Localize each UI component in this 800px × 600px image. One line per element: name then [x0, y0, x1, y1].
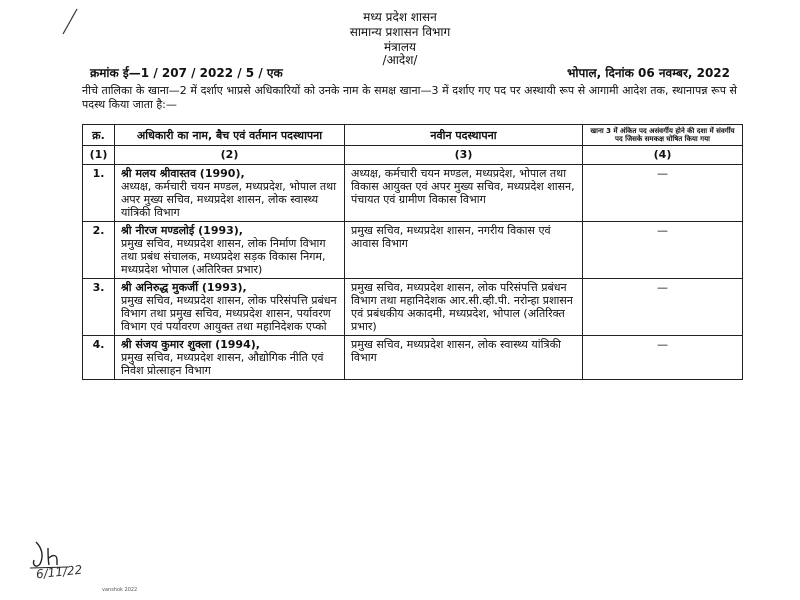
officer-cell: [115, 165, 345, 222]
new-posting: अध्यक्ष, कर्मचारी चयन मण्डल, मध्यप्रदेश, भोपाल तथा विकास आयुक्त एवं अपर मुख्य सचिव, मध्यप्रदेश शासन, पंचायत एवं ग्रामीण विकास विभाग: [345, 165, 583, 222]
officer-name: श्री अनिरुद्ध मुकर्जी (1993),: [121, 281, 247, 294]
col-number: (1): [83, 146, 115, 165]
header-department: सामान्य प्रशासन विभाग: [349, 25, 451, 39]
header-equivalent-post: खाना 3 में अंकित पद असंवर्गीय होने की दशा में संवर्गीय पद जिसके समकक्ष घोषित किया गया: [583, 125, 743, 146]
current-posting: प्रमुख सचिव, मध्यप्रदेश शासन, लोक निर्माण विभाग तथा प्रबंध संचालक, मध्यप्रदेश सड़क विकास निगम, मध्यप्रदेश भोपाल (अतिरिक्त प्रभार): [121, 237, 326, 276]
serial-number: 3.: [83, 279, 115, 336]
table-row: [83, 222, 743, 279]
current-posting: अध्यक्ष, कर्मचारी चयन मण्डल, मध्यप्रदेश, भोपाल तथा अपर मुख्य सचिव, मध्यप्रदेश शासन, लोक स्वास्थ्य यांत्रिकी विभाग: [121, 180, 337, 219]
new-posting: प्रमुख सचिव, मध्यप्रदेश शासन, नगरीय विकास एवं आवास विभाग: [345, 222, 583, 279]
serial-number: 1.: [83, 165, 115, 222]
current-posting: प्रमुख सचिव, मध्यप्रदेश शासन, औद्योगिक नीति एवं निवेश प्रोत्साहन विभाग: [121, 351, 324, 377]
new-posting: प्रमुख सचिव, मध्यप्रदेश शासन, लोक स्वास्थ्य यांत्रिकी विभाग: [345, 336, 583, 380]
equivalent-post: —: [583, 165, 743, 222]
table-header-row: [83, 125, 743, 146]
header-government: मध्य प्रदेश शासन: [363, 10, 437, 24]
place-date: भोपाल, दिनांक 06 नवम्बर, 2022: [567, 66, 730, 80]
officer-name: श्री मलय श्रीवास्तव (1990),: [121, 167, 245, 180]
table-row: [83, 279, 743, 336]
officer-name: श्री नीरज मण्डलोई (1993),: [121, 224, 243, 237]
column-number-row: [83, 146, 743, 165]
order-number: क्रमांक ई—1 / 207 / 2022 / 5 / एक: [90, 66, 283, 80]
equivalent-post: —: [583, 222, 743, 279]
header-officer: अधिकारी का नाम, बैच एवं वर्तमान पदस्थापना: [115, 125, 345, 146]
current-posting: प्रमुख सचिव, मध्यप्रदेश शासन, लोक परिसंपत्ति प्रबंधन विभाग तथा प्रमुख सचिव, मध्यप्रदेश शासन, पर्यावरण विभाग एवं पर्यावरण आयुक्त तथा महानिदेशक एप्को: [121, 294, 337, 333]
officer-name: श्री संजय कुमार शुक्ला (1994),: [121, 338, 260, 351]
officer-cell: [115, 279, 345, 336]
equivalent-post: —: [583, 336, 743, 380]
footer-mark: vanshok 2022: [102, 587, 138, 593]
signature-date: 6/11/22: [35, 562, 83, 582]
officer-cell: [115, 222, 345, 279]
header-new-posting: नवीन पदस्थापना: [345, 125, 583, 146]
equivalent-post: —: [583, 279, 743, 336]
header-serial: क्र.: [83, 125, 115, 146]
serial-number: 4.: [83, 336, 115, 380]
new-posting: प्रमुख सचिव, मध्यप्रदेश शासन, लोक परिसंपत्ति प्रबंधन विभाग तथा महानिदेशक आर.सी.व्ही.पी. नरोन्हा प्रशासन एवं प्रबंधकीय अकादमी, मध्यप्रदेश, भोपाल (अतिरिक्त प्रभार): [345, 279, 583, 336]
col-number: (2): [115, 146, 345, 165]
header-ministry: मंत्रालय: [383, 40, 416, 54]
col-number: (4): [583, 146, 743, 165]
posting-table: [82, 124, 743, 380]
table-row: [83, 165, 743, 222]
officer-cell: [115, 336, 345, 380]
col-number: (3): [345, 146, 583, 165]
serial-number: 2.: [83, 222, 115, 279]
intro-paragraph: नीचे तालिका के खाना—2 में दर्शाए भाप्रसे अधिकारियों को उनके नाम के समक्ष खाना—3 में दर्शाए गए पद पर अस्थायी रूप से आगामी आदेश तक, स्थानापन्न रूप से पदस्थ किया जाता है:—: [82, 84, 737, 111]
table-row: [83, 336, 743, 380]
header-order-title: /आदेश/: [382, 53, 418, 67]
